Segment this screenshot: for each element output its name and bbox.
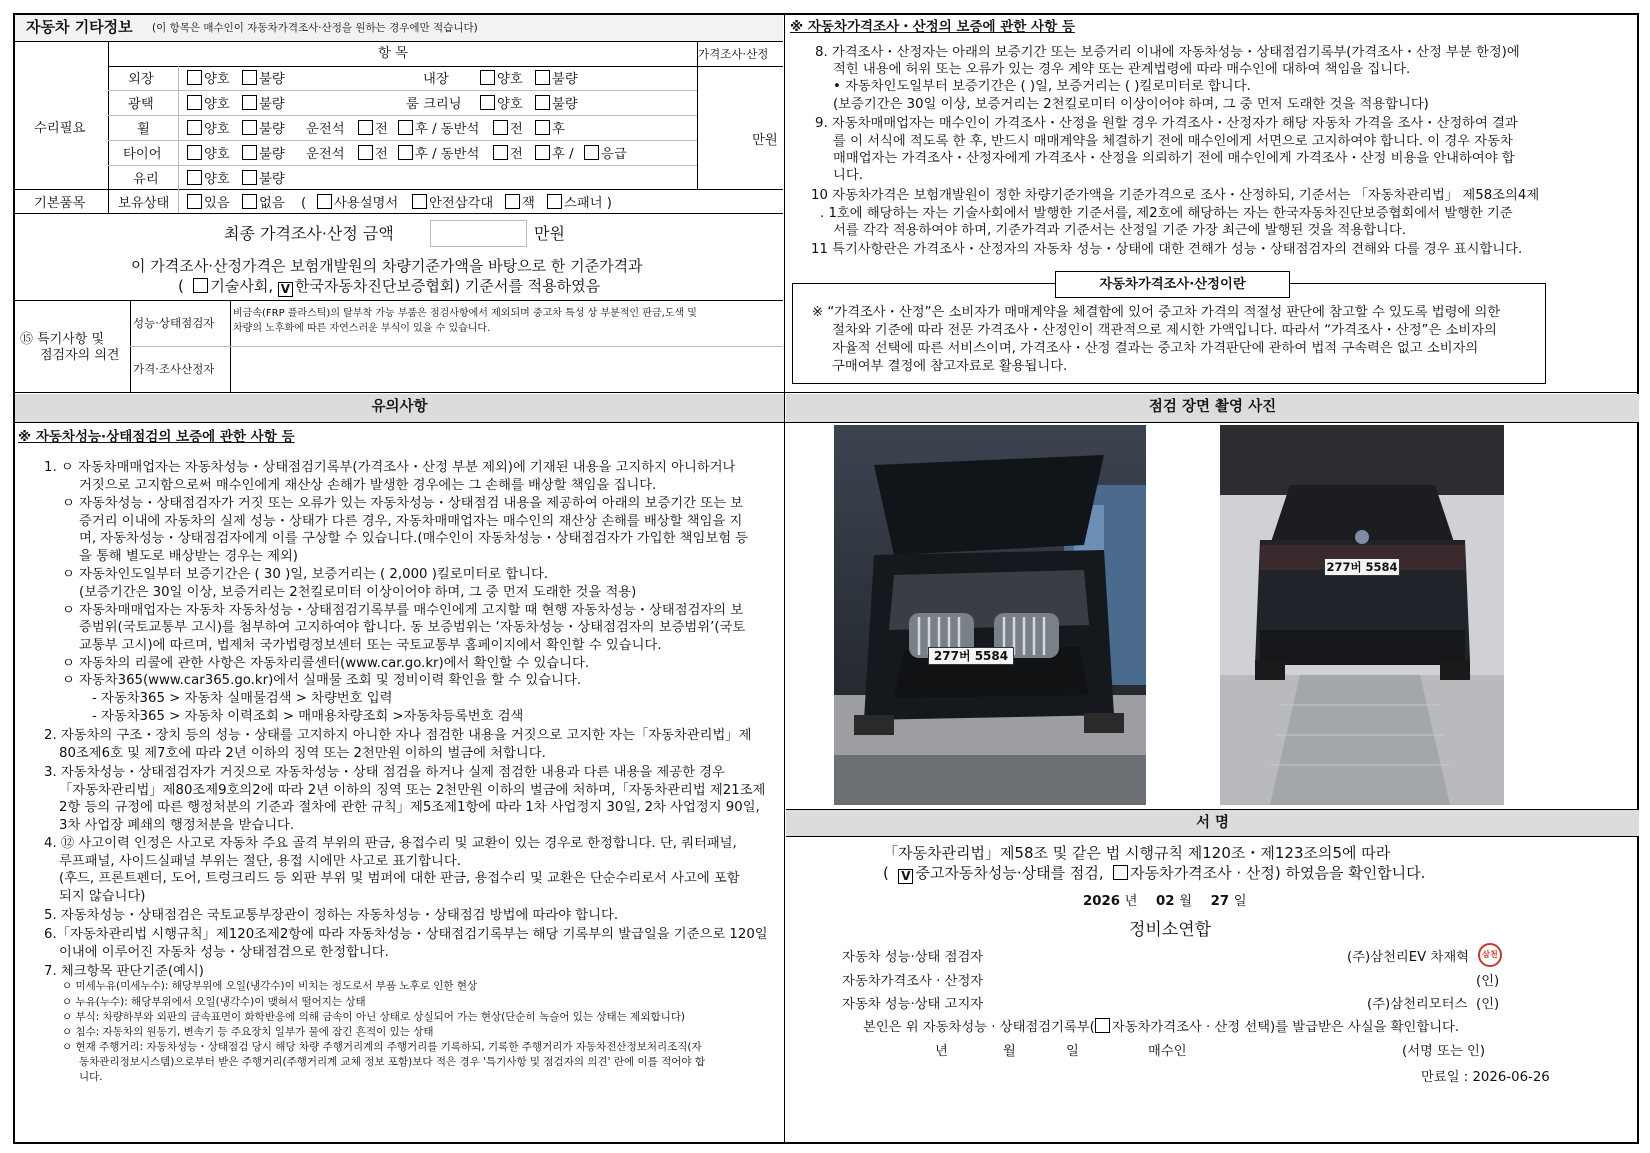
possession-label: 보유상태 bbox=[118, 196, 170, 211]
warranty-item-11: 11 특기사항란은 가격조사・산정자의 자동차 성능・상태에 대한 견해가 성능・상태점검자의 견해와 다를 경우 표시합니다. bbox=[811, 242, 1523, 257]
final-amount-unit: 만원 bbox=[534, 224, 565, 243]
warranty-item-10-line-3: 서를 각각 적용하여야 하며, 기준가격과 기준서는 산정일 기준 가장 최근에 발행된 것을 적용합니다. bbox=[833, 223, 1406, 238]
basis-kaidoc-checkbox[interactable]: V bbox=[278, 282, 293, 297]
notes-line: 을 통해 별도로 배상받는 경우는 제외) bbox=[79, 549, 298, 564]
notes-line: 되지 않습니다) bbox=[59, 889, 146, 904]
wheel-driver-front-checkbox[interactable]: 전 bbox=[358, 120, 388, 140]
col-price-header: 가격조사·산정 bbox=[698, 47, 769, 61]
definition-line-2: 절차와 기준에 따라 전문 가격조사・산정인이 객관적으로 제시한 가액입니다. 따라서 “가격조사・산정”은 소비자의 bbox=[832, 323, 1497, 338]
inspector-label: 성능·상태점검자 bbox=[133, 316, 215, 330]
interior-good-checkbox[interactable]: 양호 bbox=[480, 70, 523, 90]
front-inspection-photo bbox=[834, 425, 1146, 805]
interior-label: 내장 bbox=[423, 72, 449, 87]
paren-open: ( bbox=[301, 196, 307, 211]
notifier-row-label: 자동차 성능·상태 고지자 bbox=[842, 997, 984, 1012]
notes-line: 증거리 이내에 자동차의 실제 성능・상태가 다른 경우, 자동차매매업자는 매수인의 재산상 손해를 배상할 책임을 지 bbox=[79, 514, 743, 529]
special-label-1: ⑮ 특기사항 및 bbox=[20, 332, 105, 347]
notes-line: ㅇ 자동차365(www.car365.go.kr)에서 실매물 조회 및 정비이력 확인을 할 수 있습니다. bbox=[62, 673, 582, 688]
possession-none-checkbox[interactable]: 없음 bbox=[242, 194, 285, 214]
notes-subline: ㅇ 누유(누수): 해당부위에서 오일(냉각수)이 맺혀서 떨어지는 상태 bbox=[62, 996, 366, 1008]
wheel-passenger-rear-checkbox[interactable]: 후 bbox=[535, 120, 565, 140]
tire-emergency-checkbox[interactable]: 응급 bbox=[584, 145, 627, 165]
notes-subline: 니다. bbox=[79, 1071, 103, 1083]
notes-line: 80조제6호 및 제7호에 따라 2년 이하의 징역 또는 2천만원 이하의 벌금에 처합니다. bbox=[59, 746, 546, 761]
wheel-bad-checkbox[interactable]: 불량 bbox=[242, 120, 285, 140]
signature-date: 2026 년 02 월 27 일 bbox=[1083, 894, 1247, 909]
warranty-item-10-line-1: 10 자동차가격은 보험개발원이 정한 차량기준가액을 기준가격으로 조사・산정하되, 기준서는 「자동차관리법」 제58조의4제 bbox=[811, 188, 1540, 203]
notes-line: 7. 체크항목 판단기준(예시) bbox=[44, 964, 204, 979]
warranty-item-9-line-3: 매매업자는 가격조사・산정자에게 가격조사・산정을 의뢰하기 전에 매수인에게 가격조사・산정 비용을 안내하여야 합 bbox=[833, 151, 1515, 166]
front-license-plate: 277버 5584 bbox=[928, 647, 1014, 665]
wheel-passenger-front-checkbox[interactable]: 전 bbox=[493, 120, 523, 140]
tire-good-checkbox[interactable]: 양호 bbox=[187, 145, 230, 165]
warranty-item-9-line-4: 니다. bbox=[833, 168, 863, 183]
gloss-good-checkbox[interactable]: 양호 bbox=[187, 95, 230, 115]
notes-line: - 자동차365 > 자동차 이력조회 > 매매용차량조회 >자동차등록번호 검색 bbox=[92, 709, 524, 724]
warranty-item-9-line-1: 9. 자동차매매업자는 매수인이 가격조사・산정을 원할 경우 가격조사・산정자가 해당 자동차 가격을 조사・산정하여 결과 bbox=[815, 116, 1518, 131]
basis-tech-checkbox[interactable] bbox=[193, 278, 208, 293]
notes-line: 3. 자동차성능・상태점검자가 거짓으로 자동차성능・상태 점검을 하거나 실제 점검한 내용과 다른 내용을 제공한 경우 bbox=[44, 765, 725, 780]
notes-subline: ㅇ 현재 주행거리: 자동차성능・상태점검 당시 해당 차량 주행거리계의 주행거리를 기록하되, 기록한 주행거리가 자동차전산정보처리조직(자 bbox=[62, 1041, 702, 1053]
price-warranty-title: ※ 자동차가격조사・산정의 보증에 관한 사항 등 bbox=[790, 19, 1075, 35]
notes-line: 교통부 고시)에 따르며, 법제처 국가법령정보센터 또는 국토교통부 홈페이지에서 확인할 수 있습니다. bbox=[79, 638, 662, 653]
exterior-label: 외장 bbox=[128, 72, 154, 87]
confirm-pricing-checkbox[interactable] bbox=[1113, 865, 1128, 880]
notes-line: ㅇ 자동차인도일부터 보증기간은 ( 30 )일, 보증거리는 ( 2,000 )킬로미터로 합니다. bbox=[62, 567, 549, 582]
repair-needed-label: 수리필요 bbox=[34, 121, 86, 136]
section-divider bbox=[15, 392, 1639, 393]
tire-passenger-front-checkbox[interactable]: 전 bbox=[493, 145, 523, 165]
buyer-sign-year: 년 bbox=[935, 1044, 948, 1059]
column-divider bbox=[784, 15, 785, 1143]
expiry-date: 만료일 : 2026-06-26 bbox=[1421, 1070, 1550, 1085]
possession-have-checkbox[interactable]: 있음 bbox=[187, 194, 230, 214]
warranty-item-9-line-2: 를 이 서식에 적도록 한 후, 반드시 매매계약을 체결하기 전에 매수인에게 서면으로 고지하여야 합니다. 이 경우 자동차 bbox=[833, 134, 1513, 149]
tire-label: 타이어 bbox=[123, 147, 162, 162]
final-amount-input[interactable] bbox=[430, 220, 527, 247]
tire-driver-front-checkbox[interactable]: 전 bbox=[358, 145, 388, 165]
company-seal: 삼천 bbox=[1478, 943, 1502, 967]
notes-line: 1. ㅇ 자동차매매업자는 자동차성능・상태점검기록부(가격조사・산정 부분 제외)에 기재된 내용을 고지하지 아니하거나 bbox=[44, 460, 736, 475]
notes-line: ㅇ 자동차매매업자는 자동차 자동차성능・상태점검기록부를 매수인에게 고지할 때 현행 자동차성능・상태점검자의 보 bbox=[62, 603, 744, 618]
notes-line: 거짓으로 고지함으로써 매수인에게 재산상 손해가 발생한 경우에는 그 손해를 배상할 책임을 집니다. bbox=[79, 478, 657, 493]
tire-passenger-rear-checkbox[interactable]: 후 / bbox=[535, 145, 574, 165]
warranty-item-8-line-2: 적힌 내용에 허위 또는 오류가 있는 경우 계약 또는 관계법령에 따라 매수인에 대하여 책임을 집니다. bbox=[833, 62, 1411, 77]
buyer-label: 매수인 bbox=[1148, 1044, 1187, 1059]
tire-driver-label: 운전석 bbox=[306, 147, 345, 162]
other-info-note: (이 항목은 매수인이 자동차가격조사·산정을 원하는 경우에만 적습니다) bbox=[152, 22, 478, 34]
notes-line: 5. 자동차성능・상태점검은 국토교통부장관이 정하는 자동차성능・상태점검 방법에 따라야 합니다. bbox=[44, 908, 619, 923]
basic-items-label: 기본품목 bbox=[34, 196, 86, 211]
pricer-label: 가격·조사산정자 bbox=[133, 362, 215, 376]
pricer-row-label: 자동차가격조사 · 산정자 bbox=[842, 974, 984, 989]
notes-line: ㅇ 자동차의 리콜에 관한 사항은 자동차리콜센터(www.car.go.kr)에서 확인할 수 있습니다. bbox=[62, 656, 590, 671]
rear-car-image bbox=[1220, 425, 1504, 805]
signature-confirm-line: ( V 중고자동차성능·상태를 점검, 자동차가격조사 · 산정) 하였음을 확인합니다. bbox=[883, 864, 1426, 883]
warranty-item-10-line-2: . 1호에 해당하는 자는 기술사회에서 발행한 기준서를, 제2호에 해당하는 자는 한국자동차진단보증협회에서 발행한 기준 bbox=[820, 206, 1513, 221]
wheel-driver-label: 운전석 bbox=[306, 122, 345, 137]
notes-band: 유의사항 bbox=[15, 394, 784, 422]
acknowledge-line: 본인은 위 자동차성능 · 상태점검기록부( 자동차가격조사 · 산정 선택)를 발급받은 사실을 확인합니다. bbox=[863, 1020, 1460, 1035]
rear-inspection-photo bbox=[1220, 425, 1504, 805]
notes-subline: ㅇ 침수: 자동차의 원동기, 변속기 등 주요장치 일부가 물에 잠긴 흔적이 있는 상태 bbox=[62, 1026, 434, 1038]
notes-line: 이내에 이루어진 자동차 성능・상태점검으로 한정합니다. bbox=[59, 945, 389, 960]
notifier-row-value: (주)삼천리모터스 bbox=[1367, 997, 1468, 1012]
room-cleaning-label: 룸 크리닝 bbox=[406, 97, 462, 112]
notes-subline: 동차관리정보시스템)으로부터 받은 주행거리(주행거리계 교체 정보 포함)보다 적은 경우 '특기사항 및 점검자의 의견' 란에 이를 적어야 합 bbox=[79, 1056, 705, 1068]
notes-line: 2항 등의 규정에 따른 행정처분의 기준과 절차에 관한 규칙」제5조제1항에 따라 1차 사업정지 30일, 2차 사업정지 90일, bbox=[59, 800, 760, 815]
notes-line: 「자동차관리법」제80조제9호의2에 따라 2년 이하의 징역 또는 2천만원 이하의 벌금에 처하며,「자동차관리법 제21조제 bbox=[59, 783, 766, 798]
basis-line-1: 이 가격조사·산정가격은 보험개발원의 차량기준가액을 바탕으로 한 기준가격과 bbox=[131, 257, 643, 275]
notes-line: 3차 사업장 폐쇄의 행정처분을 받습니다. bbox=[59, 818, 295, 833]
room-cleaning-bad-checkbox[interactable]: 불량 bbox=[535, 95, 578, 115]
photos-band: 점검 장면 촬영 사진 bbox=[786, 394, 1639, 422]
confirm-inspection-checkbox[interactable]: V bbox=[898, 869, 913, 884]
glass-label: 유리 bbox=[133, 172, 159, 187]
inspector-row-value: (주)삼천리EV 차재혁 bbox=[1347, 950, 1470, 965]
wheel-good-checkbox[interactable]: 양호 bbox=[187, 120, 230, 140]
glass-bad-checkbox[interactable]: 불량 bbox=[242, 170, 285, 190]
triangle-checkbox[interactable]: 안전삼각대 bbox=[412, 194, 493, 214]
buyer-sign-day: 일 bbox=[1066, 1044, 1079, 1059]
buyer-sign-month: 월 bbox=[1003, 1044, 1016, 1059]
gloss-bad-checkbox[interactable]: 불량 bbox=[242, 95, 285, 115]
price-unit: 만원 bbox=[752, 133, 778, 148]
glass-good-checkbox[interactable]: 양호 bbox=[187, 170, 230, 190]
notes-subline: ㅇ 부식: 차량하부와 외판의 금속표면이 화학반응에 의해 금속이 아닌 상태로 상실되어 가는 현상(단순히 녹슬어 있는 상태는 제외합니다) bbox=[62, 1011, 685, 1023]
definition-line-1: ※ “가격조사・산정”은 소비자가 매매계약을 체결함에 있어 중고차 가격의 적절성 판단에 참고할 수 있도록 법령에 의한 bbox=[812, 305, 1501, 320]
warranty-item-8-line-3: • 자동차인도일부터 보증기간은 ( )일, 보증거리는 ( )킬로미터로 합니다. bbox=[833, 79, 1251, 94]
notes-line: 6.「자동차관리법 시행규칙」제120조제2항에 따라 자동차성능・상태점검기록부는 해당 기록부의 발급일을 기준으로 120일 bbox=[44, 927, 768, 942]
pricer-row-seal: (인) bbox=[1476, 974, 1500, 989]
notes-line: - 자동차365 > 자동차 실매물검색 > 차량번호 입력 bbox=[92, 691, 393, 706]
warranty-item-8-line-4: (보증기간은 30일 이상, 보증거리는 2천킬로미터 이상이어야 하며, 그 중 먼저 도래한 것을 적용합니다) bbox=[833, 97, 1429, 112]
notes-line: 증범위(국토교통부 고시)를 첨부하여 고지하여야 합니다. 동 보증범위는 ‘자동차성능・상태점검자의 보증범위’(국토 bbox=[79, 620, 746, 635]
inspector-note-1: 비금속(FRP 플라스틱)의 탈부착 가능 부품은 점검사항에서 제외되며 중고차 특성 상 부분적인 판금,도색 및 bbox=[233, 308, 697, 319]
room-cleaning-good-checkbox[interactable]: 양호 bbox=[480, 95, 523, 115]
jack-checkbox[interactable]: 잭 bbox=[505, 194, 535, 214]
signature-band: 서 명 bbox=[786, 810, 1639, 836]
interior-bad-checkbox[interactable]: 불량 bbox=[535, 70, 578, 90]
signature-org: 정비소연합 bbox=[1129, 920, 1212, 940]
spanner-checkbox[interactable]: 스패너 ) bbox=[547, 194, 612, 214]
acknowledge-checkbox[interactable] bbox=[1095, 1018, 1110, 1033]
definition-line-4: 구매여부 결정에 참고자료로 활용됩니다. bbox=[832, 359, 1068, 374]
definition-box-title: 자동차가격조사·산정이란 bbox=[1055, 271, 1290, 298]
signature-law-line: 「자동차관리법」제58조 및 같은 법 시행규칙 제120조・제123조의5에 따라 bbox=[883, 844, 1391, 862]
notes-line: ㅇ 자동차성능・상태점검자가 거짓 또는 오류가 있는 자동차성능・상태점검 내용을 제공하여 아래의 보증기간 또는 보 bbox=[62, 496, 744, 511]
notes-line: 2. 자동차의 구조・장치 등의 성능・상태를 고지하지 아니한 자나 점검한 내용을 거짓으로 고지한 자는「자동차관리법」제 bbox=[44, 728, 752, 743]
notes-line: 루프패널, 사이드실패널 부위는 절단, 용접 시에만 사고로 표기합니다. bbox=[59, 854, 461, 869]
exterior-bad-checkbox[interactable]: 불량 bbox=[242, 70, 285, 90]
front-car-image bbox=[834, 425, 1146, 805]
notes-subline: ㅇ 미세누유(미세누수): 해당부위에 오일(냉각수)이 비치는 정도로서 부품 노후로 인한 현상 bbox=[62, 980, 478, 992]
notes-line: 4. ⑫ 사고이력 인정은 사고로 자동차 주요 골격 부위의 판금, 용접수리 및 교환이 있는 경우로 한정합니다. 단, 쿼터패널, bbox=[44, 836, 737, 851]
other-info-title: 자동차 기타정보 bbox=[26, 18, 133, 36]
tire-driver-rear-checkbox[interactable]: 후 / 동반석 bbox=[398, 145, 479, 165]
definition-line-3: 자율적 선택에 따른 서비스이며, 가격조사・산정 결과는 중고차 가격판단에 관하여 법적 구속력은 없고 소비자의 bbox=[832, 341, 1479, 356]
inspector-row-label: 자동차 성능·상태 점검자 bbox=[842, 950, 984, 965]
rear-license-plate: 277버 5584 bbox=[1324, 558, 1400, 576]
notifier-row-seal: (인) bbox=[1476, 997, 1500, 1012]
exterior-good-checkbox[interactable]: 양호 bbox=[187, 70, 230, 90]
basis-line-2: ( 기술사회, V 한국자동차진단보증협회) 기준서를 적용하였음 bbox=[178, 277, 601, 296]
manual-checkbox[interactable]: 사용설명서 bbox=[317, 194, 398, 214]
gloss-label: 광택 bbox=[128, 97, 154, 112]
tire-bad-checkbox[interactable]: 불량 bbox=[242, 145, 285, 165]
warranty-item-8-line-1: 8. 가격조사・산정자는 아래의 보증기간 또는 보증거리 이내에 자동차성능・상태점검기록부(가격조사・산정 부분 한정)에 bbox=[815, 45, 1520, 60]
final-amount-label: 최종 가격조사·산정 금액 bbox=[224, 224, 394, 243]
notes-line: (보증기간은 30일 이상, 보증거리는 2천킬로미터 이상이어야 하며, 그 중 먼저 도래한 것을 적용) bbox=[79, 585, 637, 600]
col-items-header: 항 목 bbox=[378, 46, 408, 61]
notes-heading: ※ 자동차성능·상태점검의 보증에 관한 사항 등 bbox=[18, 429, 295, 445]
special-label-2: 점검자의 의견 bbox=[40, 348, 120, 363]
wheel-label: 휠 bbox=[137, 122, 150, 137]
wheel-driver-rear-checkbox[interactable]: 후 / 동반석 bbox=[398, 120, 479, 140]
buyer-sign-field[interactable]: (서명 또는 인) bbox=[1402, 1044, 1486, 1059]
notes-line: 며, 자동차성능・상태점검자에게 이를 구상할 수 있습니다.(매수인이 자동차성능・상태점검자가 가입한 책임보험 등 bbox=[79, 531, 749, 546]
inspector-note-2: 차량의 노후화에 따른 자연스러운 부식이 있을 수 있습니다. bbox=[233, 323, 491, 334]
notes-line: (후드, 프론트펜더, 도어, 트렁크리드 등 외판 부위 및 범퍼에 대한 판금, 용접수리 및 교환은 단순수리로서 사고에 포함 bbox=[59, 871, 740, 886]
